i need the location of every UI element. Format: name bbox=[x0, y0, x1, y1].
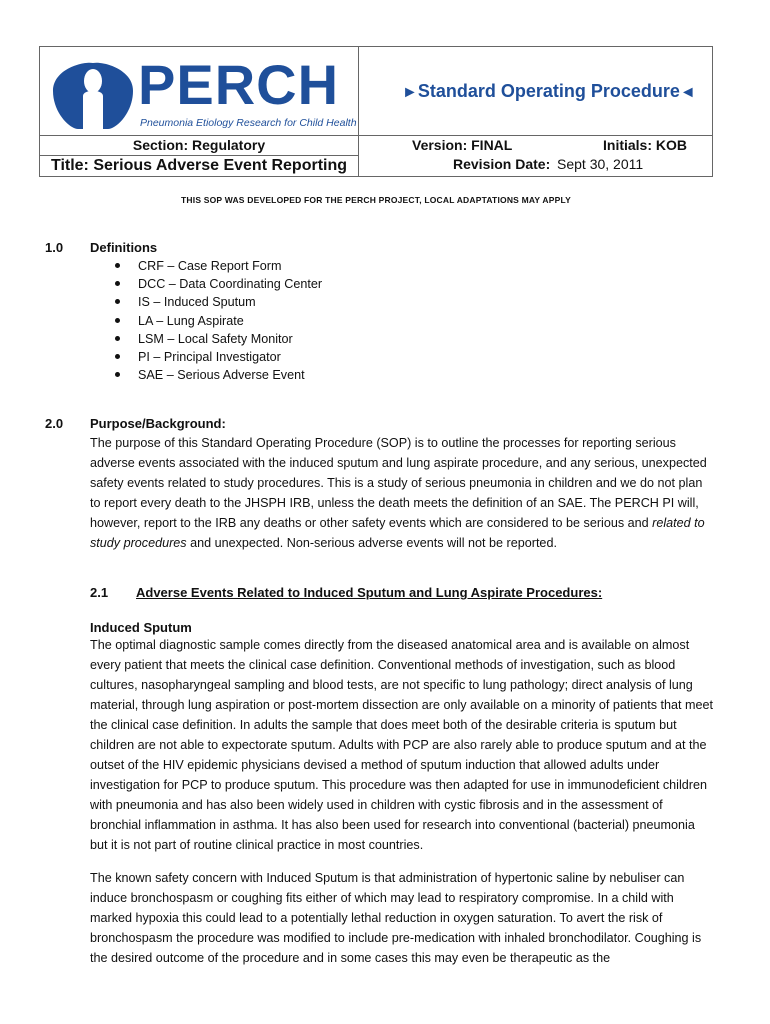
header-divider-vertical bbox=[358, 47, 359, 176]
list-item: IS – Induced Sputum bbox=[115, 293, 322, 311]
logo-wordmark: PERCH bbox=[138, 53, 340, 116]
list-item: DCC – Data Coordinating Center bbox=[115, 275, 322, 293]
logo-tagline: Pneumonia Etiology Research for Child Health bbox=[140, 117, 357, 129]
list-item: PI – Principal Investigator bbox=[115, 348, 322, 366]
list-item: LSM – Local Safety Monitor bbox=[115, 330, 322, 348]
triangle-right-icon: ► bbox=[402, 84, 418, 101]
header-divider-horizontal bbox=[40, 135, 712, 136]
sop-banner-text: Standard Operating Procedure bbox=[417, 81, 680, 101]
section-2-1-heading: Adverse Events Related to Induced Sputum and Lung Aspirate Procedures: bbox=[136, 585, 603, 600]
induced-sputum-paragraph-2: The known safety concern with Induced Sputum is that administration of hypertonic saline by nebuliser can induce bronchospasm or coughing fits either of which may lead to respiratory compromise. In a child with marked hypoxia this could lead to a potentially lethal reduction in oxygen saturation. To avert the risk of bronchospasm the procedure was modified to include pre-medication with inhaled bronchodilator. Coughing is the desired outcome of the procedure and in some cases this may even be therapeutic as the bbox=[90, 871, 702, 965]
section-2-1-number: 2.1 bbox=[90, 585, 109, 600]
section-label: Section: Regulatory bbox=[132, 137, 266, 153]
triangle-left-icon: ◄ bbox=[679, 84, 696, 101]
version-label: Version: FINAL bbox=[412, 137, 513, 153]
revision-date-label: Revision Date: bbox=[453, 156, 551, 172]
initials-label: Initials: KOB bbox=[603, 137, 688, 153]
section-1-number: 1.0 bbox=[45, 240, 64, 255]
purpose-text-b: and unexpected. Non-serious adverse events will not be reported. bbox=[186, 536, 557, 550]
list-item: SAE – Serious Adverse Event bbox=[115, 366, 322, 384]
sop-banner-title bbox=[402, 81, 696, 102]
section-2-number: 2.0 bbox=[45, 416, 64, 431]
document-title: Title: Serious Adverse Event Reporting bbox=[50, 157, 348, 174]
sop-notice: THIS SOP WAS DEVELOPED FOR THE PERCH PROJECT, LOCAL ADAPTATIONS MAY APPLY bbox=[181, 195, 571, 205]
definitions-list bbox=[115, 257, 322, 384]
list-item: LA – Lung Aspirate bbox=[115, 312, 322, 330]
section-1-heading: Definitions bbox=[90, 240, 158, 255]
induced-sputum-paragraph-1: The optimal diagnostic sample comes directly from the diseased anatomical area and is available on almost every patient that meets the clinical case definition. Conventional methods of investigation, such as blood cultures, nasopharyngeal sampling and blood tests, are not specific to lung pathology; direct analysis of lung material, through lung aspiration or post-mortem dissection are only available on a minority of patients that meet the clinical case definition. In adults the sample that does meet both of the desirable criteria is sputum but children are not able to expectorate sputum. Adults with PCP are also rarely able to produce sputum and at the outset of the HIV epidemic physicians devised a method of sputum induction that allowed adults under investigation for PCP to produce sputum. This procedure was then adapted for use in immunodeficient children with pneumonia and has also been widely used in children with cystic fibrosis and in the assessment of bronchial inflammation in asthma. It has also been used for research into conventional (bacterial) pneumonia but it is not part of routine clinical practice in most countries. bbox=[90, 638, 714, 852]
perch-logo-icon bbox=[48, 51, 138, 133]
revision-date-value: Sept 30, 2011 bbox=[557, 156, 644, 172]
induced-sputum-heading: Induced Sputum bbox=[90, 620, 192, 635]
purpose-text-italic: related to study procedures bbox=[90, 516, 705, 550]
perch-logo bbox=[48, 51, 358, 133]
purpose-paragraph bbox=[90, 433, 715, 553]
section-2-heading: Purpose/Background: bbox=[90, 416, 226, 431]
purpose-text-a: The purpose of this Standard Operating Procedure (SOP) is to outline the processes for reporting serious adverse events associated with the induced sputum and lung aspirate procedure, and any serious, unexpected safety events related to study procedures. This is a study of serious pneumonia in children and we do not plan to report every death to the JHSPH IRB, unless the death meets the definition of an SAE. The PERCH PI will, however, report to the IRB any deaths or other safety events which are considered to be serious and bbox=[90, 436, 707, 530]
list-item: CRF – Case Report Form bbox=[115, 257, 322, 275]
header-divider-left bbox=[40, 155, 358, 156]
sop-header-table bbox=[39, 46, 713, 177]
